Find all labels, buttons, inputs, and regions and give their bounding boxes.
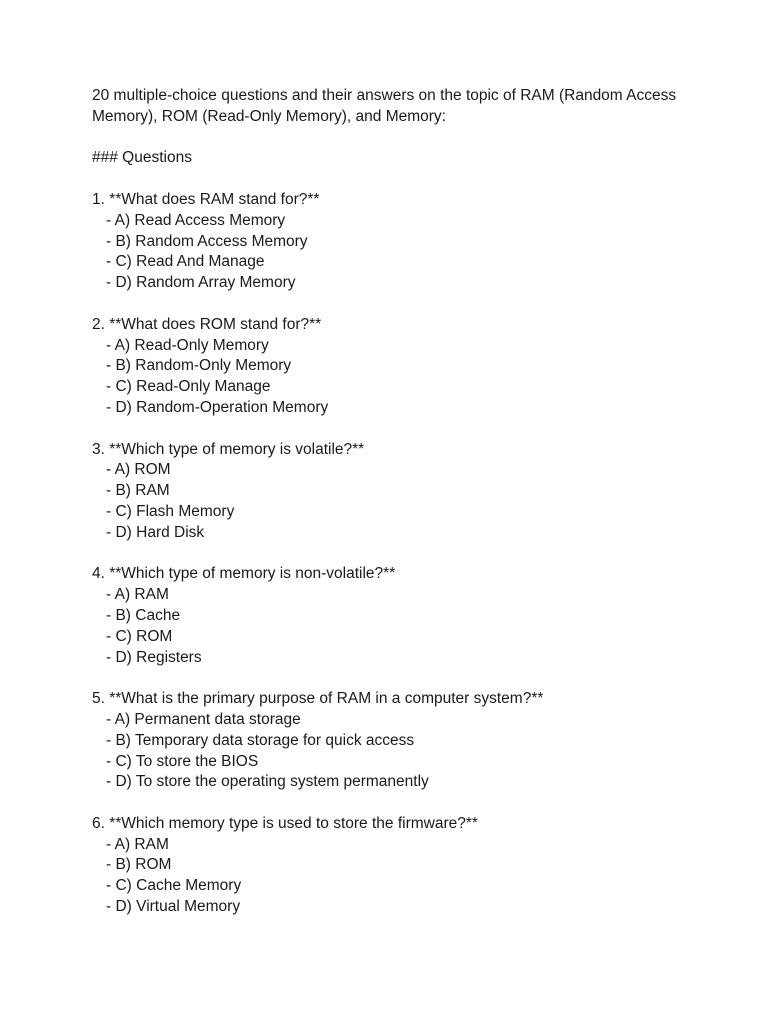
section-heading: ### Questions <box>92 149 192 167</box>
answer-option: - D) To store the operating system permanently <box>106 773 429 791</box>
spacer <box>92 294 712 315</box>
question-text: 5. **What is the primary purpose of RAM in a computer system?** <box>92 690 544 708</box>
question-block-3 <box>92 440 712 544</box>
answer-option: - C) ROM <box>106 627 173 645</box>
spacer <box>92 793 712 814</box>
answer-option: - A) Permanent data storage <box>106 710 301 728</box>
answer-option: - C) Read And Manage <box>106 253 265 271</box>
question-text: 6. **Which memory type is used to store the firmware?** <box>92 814 478 832</box>
answer-option: - B) Temporary data storage for quick access <box>106 731 415 749</box>
answer-option: - A) ROM <box>106 461 171 479</box>
answer-option: - B) Cache <box>106 606 181 624</box>
question-block-1 <box>92 190 712 294</box>
answer-option: - C) Flash Memory <box>106 502 235 520</box>
answer-option: - C) To store the BIOS <box>106 752 259 770</box>
answer-option: - A) Read-Only Memory <box>106 336 269 354</box>
answer-option: - A) RAM <box>106 586 169 604</box>
answer-option: - D) Hard Disk <box>106 523 205 541</box>
spacer <box>92 419 712 440</box>
question-text: 2. **What does ROM stand for?** <box>92 315 322 333</box>
answer-option: - D) Random-Operation Memory <box>106 398 329 416</box>
intro-paragraph: 20 multiple-choice questions and their answers on the topic of RAM (Random Access Memory), ROM (Read-Only Memory), and Memory: <box>92 87 677 125</box>
answer-option: - A) RAM <box>106 835 169 853</box>
spacer <box>92 128 712 149</box>
question-text: 3. **Which type of memory is volatile?** <box>92 440 365 458</box>
answer-option: - B) Random-Only Memory <box>106 357 292 375</box>
spacer <box>92 169 712 190</box>
question-text: 4. **Which type of memory is non-volatile?** <box>92 565 396 583</box>
question-text: 1. **What does RAM stand for?** <box>92 190 320 208</box>
answer-option: - C) Read-Only Manage <box>106 378 271 396</box>
answer-option: - D) Virtual Memory <box>106 898 241 916</box>
answer-option: - D) Random Array Memory <box>106 274 296 292</box>
question-block-6 <box>92 814 712 918</box>
answer-option: - C) Cache Memory <box>106 877 242 895</box>
spacer <box>92 544 712 565</box>
answer-option: - A) Read Access Memory <box>106 211 286 229</box>
question-block-5 <box>92 689 712 793</box>
answer-option: - B) ROM <box>106 856 172 874</box>
document-page <box>92 86 712 918</box>
spacer <box>92 668 712 689</box>
question-block-2 <box>92 315 712 419</box>
question-block-4 <box>92 564 712 668</box>
answer-option: - B) Random Access Memory <box>106 232 308 250</box>
answer-option: - D) Registers <box>106 648 202 666</box>
answer-option: - B) RAM <box>106 482 170 500</box>
